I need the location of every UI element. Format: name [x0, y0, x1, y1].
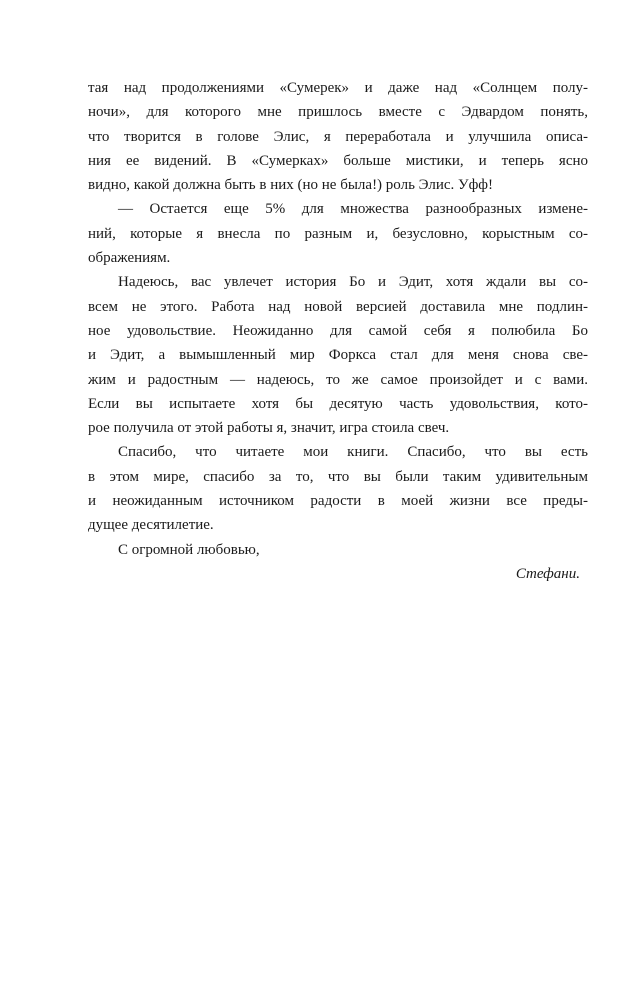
paragraph-continuation-line: тая над продолжениями «Сумерек» и даже над «Солнцем полу- [88, 80, 588, 96]
paragraph-continuation-line: ния ее видений. В «Сумерках» больше мистики, и теперь ясно [88, 152, 588, 169]
body-text [88, 76, 588, 586]
paragraph-hope-line: Если вы испытаете хотя бы десятую часть удовольствия, кото- [88, 395, 588, 412]
paragraph-continuation-line: что творится в голове Элис, я переработала и улучшила описа- [88, 128, 588, 145]
paragraph-changes-line: ображениям. [88, 250, 171, 267]
paragraph-hope-line: Надеюсь, вас увлечет история Бо и Эдит, хотя ждали вы со- [118, 274, 588, 291]
paragraph-changes-line: — Остается еще 5% для множества разнообразных измене- [118, 201, 588, 218]
paragraph-thanks-line: и неожиданным источником радости в моей жизни все преды- [88, 493, 588, 510]
signature: Стефани. [515, 565, 580, 582]
paragraph-thanks-line: Спасибо, что читаете мои книги. Спасибо, что вы есть [118, 444, 588, 461]
paragraph-hope-line: всем не этого. Работа над новой версией доставила мне подлин- [88, 298, 588, 315]
paragraph-thanks-line: дущее десятилетие. [88, 517, 214, 534]
paragraph-hope-line: и Эдит, а вымышленный мир Форкса стал для меня снова све- [88, 347, 588, 364]
paragraph-continuation-line: видно, какой должна быть в них (но не была!) роль Элис. Уфф! [88, 177, 494, 194]
paragraph-hope-line: рое получила от этой работы я, значит, игра стоила свеч. [88, 420, 450, 437]
paragraph-hope-line: жим и радостным — надеюсь, то же самое произойдет и с вами. [88, 371, 588, 388]
paragraph-changes-line: ний, которые я внесла по разным и, безусловно, корыстным со- [88, 225, 588, 242]
paragraph-thanks-line: в этом мире, спасибо за то, что вы были таким удивительным [88, 468, 588, 485]
paragraph-hope-line: ное удовольствие. Неожиданно для самой себя я полюбила Бо [88, 322, 588, 339]
paragraph-closing-line: С огромной любовью, [118, 541, 260, 558]
paragraph-continuation-line: ночи», для которого мне пришлось вместе с Эдвардом понять, [88, 104, 588, 121]
